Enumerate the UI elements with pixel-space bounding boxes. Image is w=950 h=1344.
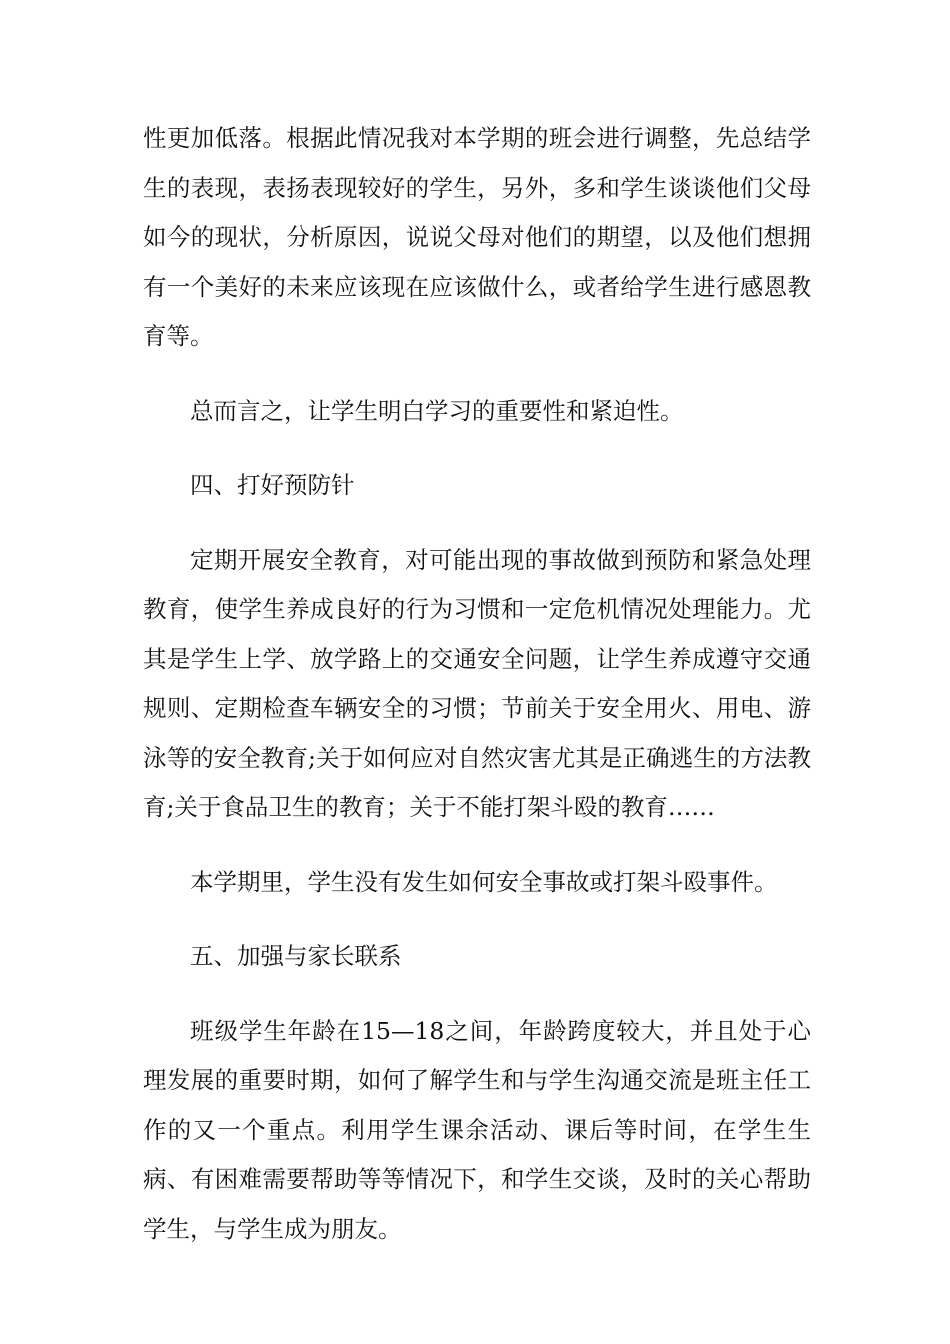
document-page xyxy=(143,114,811,1279)
paragraph-summary: 总而言之，让学生明白学习的重要性和紧迫性。 xyxy=(190,396,684,425)
paragraph-no-incidents: 本学期里，学生没有发生如何安全事故或打架斗殴事件。 xyxy=(190,867,778,896)
section-heading-parent-contact: 五、加强与家长联系 xyxy=(190,942,402,970)
paragraph-safety-education: 定期开展安全教育，对可能出现的事故做到预防和紧急处理教育，使学生养成良好的行为习惯和一定危机情况处理能力。尤其是学生上学、放学路上的交通安全问题，让学生养成遵守交通规则、定期检查车辆安全的习惯；节前关于安全用火、用电、游泳等的安全教育;关于如何应对自然灾害尤其是正确逃生的方法教育;关于食品卫生的教育；关于不能打架斗殴的教育…… xyxy=(143,545,811,821)
paragraph-student-communication: 班级学生年龄在15—18之间，年龄跨度较大，并且处于心理发展的重要时期，如何了解学生和与学生沟通交流是班主任工作的又一个重点。利用学生课余活动、课后等时间，在学生生病、有困难需要帮助等等情况下，和学生交谈，及时的关心帮助学生，与学生成为朋友。 xyxy=(143,1016,811,1243)
paragraph-class-meeting-adjustment: 性更加低落。根据此情况我对本学期的班会进行调整，先总结学生的表现，表扬表现较好的学生，另外，多和学生谈谈他们父母如今的现状，分析原因，说说父母对他们的期望，以及他们想拥有一个美好的未来应该现在应该做什么，或者给学生进行感恩教育等。 xyxy=(143,124,811,350)
section-heading-prevention: 四、打好预防针 xyxy=(190,471,355,499)
